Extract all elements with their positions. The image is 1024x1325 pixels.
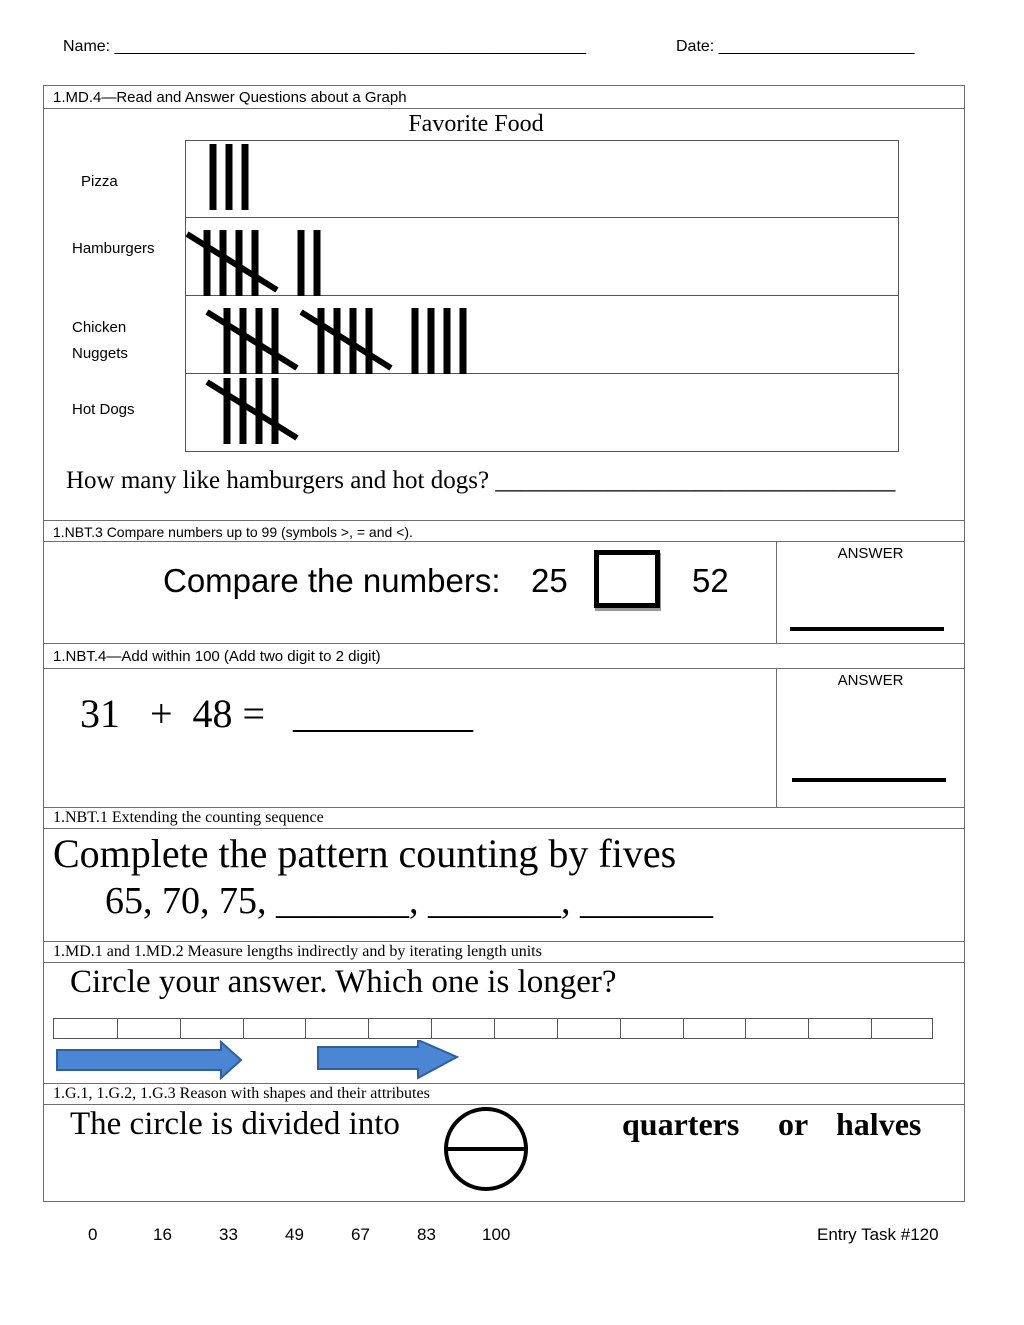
score-83: 83 [417,1225,436,1244]
addition-equation: 31 + 48 = [80,691,266,736]
question-answer-blank[interactable]: ________________________________ [495,467,896,494]
row-label-chicken-nuggets: Chicken Nuggets [72,319,128,362]
section2-standard: 1.NBT.3 Compare numbers up to 99 (symbols >, = and <). [53,524,413,540]
addition-answer-blank[interactable]: _________ [293,691,473,736]
section5-standard: 1.MD.1 and 1.MD.2 Measure lengths indirectly and by iterating length units [53,943,542,960]
answer-blank[interactable] [790,627,944,631]
date-label: Date: [676,38,715,55]
answer-label: ANSWER [837,672,904,689]
unit-ruler [53,1018,933,1039]
row-label-hot-dogs: Hot Dogs [72,401,135,418]
score-49: 49 [285,1225,304,1244]
answer-label: ANSWER [837,545,904,562]
divider [43,807,965,808]
tally-graph [185,140,899,452]
divider [43,541,965,542]
name-line [63,38,586,56]
circle-halves-icon [441,1106,531,1192]
compare-symbol-box[interactable] [594,550,660,608]
graph-question [66,467,895,495]
divider [43,941,965,942]
tally-slash [187,234,277,290]
score-16: 16 [153,1225,172,1244]
ruler-unit [871,1019,872,1039]
date-line [676,38,914,56]
graph-title: Favorite Food [408,111,544,137]
shape-prompt: The circle is divided into [70,1106,400,1142]
ruler-unit [683,1019,684,1039]
ruler-unit [117,1019,118,1039]
divider [43,643,965,644]
row-label-pizza: Pizza [81,173,118,190]
divider [43,520,965,521]
arrows [55,1040,465,1082]
name-blank[interactable]: _____________________________________________________ [114,38,587,55]
arrow-a[interactable] [57,1042,241,1078]
ruler-unit [494,1019,495,1039]
section3-standard: 1.NBT.4—Add within 100 (Add two digit to 2 digit) [53,648,381,665]
compare-left-number: 25 [531,562,568,599]
compare-right-number: 52 [692,562,729,599]
score-100: 100 [482,1225,511,1244]
arrow-b[interactable] [318,1040,457,1078]
score-67: 67 [351,1225,370,1244]
tally-slash [207,382,297,438]
ruler-unit [243,1019,244,1039]
score-0: 0 [88,1225,98,1244]
ruler-unit [745,1019,746,1039]
compare-prompt: Compare the numbers: [163,562,501,599]
row-label-hamburgers: Hamburgers [72,240,155,257]
divider [43,108,965,109]
ruler-unit [431,1019,432,1039]
divider [43,668,965,669]
divider [43,962,965,963]
option-halves[interactable]: halves [836,1106,922,1142]
pattern-sequence[interactable]: 65, 70, 75, _______, _______, _______ [105,880,713,922]
pattern-prompt: Complete the pattern counting by fives [53,831,677,876]
divider [43,1104,965,1105]
divider [43,828,965,829]
score-33: 33 [219,1225,238,1244]
ruler-unit [557,1019,558,1039]
option-quarters[interactable]: quarters [622,1106,740,1142]
section6-standard: 1.G.1, 1.G.2, 1.G.3 Reason with shapes and their attributes [53,1085,430,1102]
tally-slash [207,312,297,368]
section1-standard: 1.MD.4—Read and Answer Questions about a Graph [53,89,407,106]
divider [43,1083,965,1084]
ruler-unit [368,1019,369,1039]
date-blank[interactable]: ______________________ [718,38,915,55]
ruler-unit [180,1019,181,1039]
section4-standard: 1.NBT.1 Extending the counting sequence [53,809,324,826]
ruler-unit [620,1019,621,1039]
ruler-unit [305,1019,306,1039]
length-prompt: Circle your answer. Which one is longer? [70,964,617,1000]
option-or: or [778,1106,809,1142]
answer-blank[interactable] [792,778,946,782]
name-label: Name: [63,38,111,55]
task-label: Entry Task #120 [817,1225,939,1244]
ruler-unit [808,1019,809,1039]
tally-slash [301,312,391,368]
question-text: How many like hamburgers and hot dogs? [66,467,490,494]
